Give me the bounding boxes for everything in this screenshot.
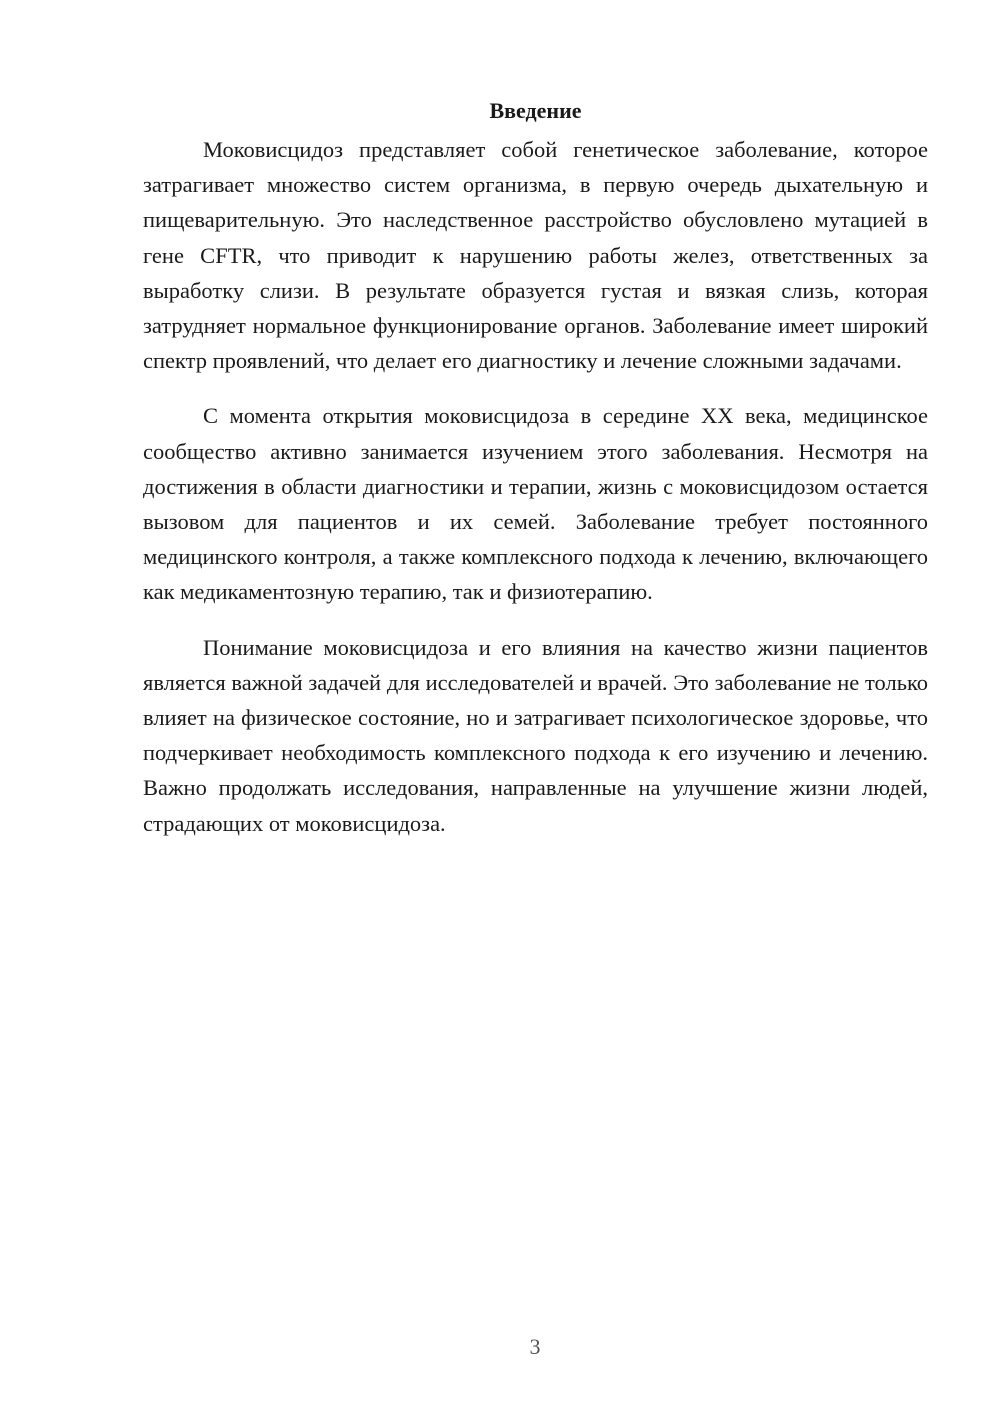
page-title: Введение	[489, 98, 582, 123]
paragraph-1: Моковисцидоз представляет собой генетическое заболевание, которое затрагивает множество систем организма, в первую очередь дыхательную и пищеварительную. Это наследственное расстройство обусловлено мутацией в гене CFTR, что приводит к нарушению работы желез, ответственных за выработку слизи. В результате образуется густая и вязкая слизь, которая затрудняет нормальное функционирование органов. Заболевание имеет широкий спектр проявлений, что делает его диагностику и лечение сложными задачами.	[143, 137, 928, 374]
paragraph-2: С момента открытия моковисцидоза в середине XX века, медицинское сообщество активно занимается изучением этого заболевания. Несмотря на достижения в области диагностики и терапии, жизнь с моковисцидозом остается вызовом для пациентов и их семей. Заболевание требует постоянного медицинского контроля, а также комплексного подхода к лечению, включающего как медикаментозную терапию, так и физиотерапию.	[143, 403, 928, 605]
page-content	[143, 96, 928, 861]
paragraph-3: Понимание моковисцидоза и его влияния на качество жизни пациентов является важной задачей для исследователей и врачей. Это заболевание не только влияет на физическое состояние, но и затрагивает психологическое здоровье, что подчеркивает необходимость комплексного подхода к его изучению и лечению. Важно продолжать исследования, направленные на улучшение жизни людей, страдающих от моковисцидоза.	[143, 634, 928, 836]
page-number: 3	[529, 1334, 541, 1359]
